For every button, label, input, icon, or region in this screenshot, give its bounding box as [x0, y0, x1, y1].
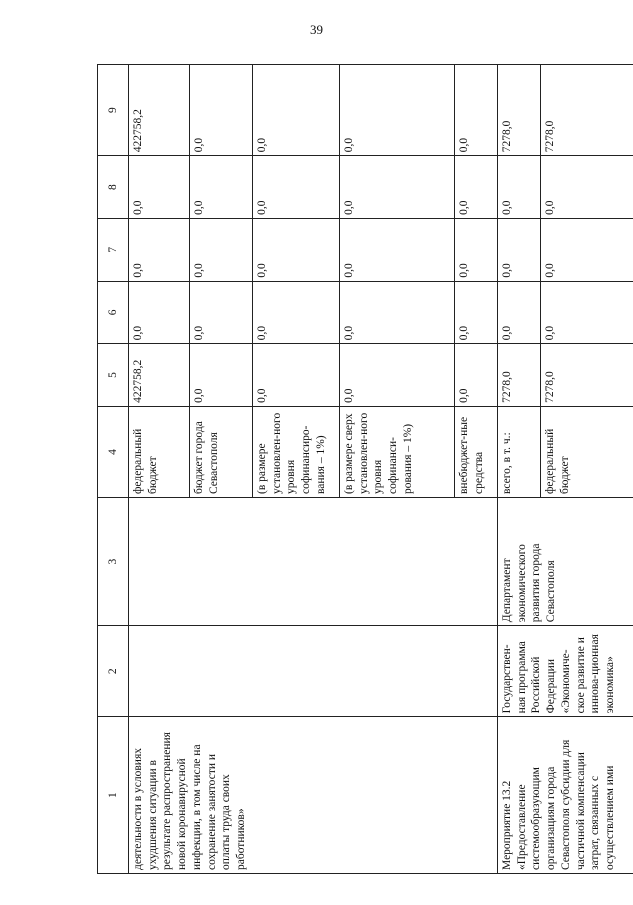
table-row	[129, 65, 190, 874]
header-cell: 4	[98, 406, 129, 497]
value-cell: 0,0	[455, 344, 498, 407]
header-cell: 1	[98, 717, 129, 874]
value-cell: 0,0	[455, 156, 498, 219]
funding-source-cell: (в размере установлен-ного уровня софинансиро-вания – 1%)	[253, 406, 340, 497]
rotated-table-container	[97, 64, 617, 874]
value-cell: 0,0	[498, 156, 541, 219]
table-row	[498, 65, 541, 874]
value-cell: 0,0	[455, 281, 498, 344]
header-row	[98, 65, 129, 874]
value-cell: 0,0	[340, 156, 455, 219]
funding-source-cell: бюджет города Севастополя	[190, 406, 253, 497]
funding-source-cell: федеральный бюджет	[541, 406, 633, 497]
value-cell: 0,0	[129, 218, 190, 281]
header-cell: 6	[98, 281, 129, 344]
funding-source-cell: всего, в т. ч.:	[498, 406, 541, 497]
value-cell: 0,0	[498, 281, 541, 344]
activity-description-cell: деятельности в условиях ухудшения ситуации в результате распространения новой коронавирусной инфекции, в том числе на сохранение занятости и оплаты труда своих работников»	[129, 717, 498, 874]
header-cell: 9	[98, 65, 129, 156]
value-cell: 0,0	[190, 281, 253, 344]
funding-source-cell: федеральный бюджет	[129, 406, 190, 497]
value-cell: 7278,0	[541, 344, 633, 407]
header-cell: 3	[98, 498, 129, 626]
value-cell: 0,0	[190, 344, 253, 407]
value-cell: 0,0	[340, 65, 455, 156]
page-number: 39	[310, 22, 323, 37]
value-cell: 0,0	[541, 156, 633, 219]
value-cell: 7278,0	[498, 65, 541, 156]
funding-source-cell: внебюджет-ные средства	[455, 406, 498, 497]
value-cell: 0,0	[340, 218, 455, 281]
value-cell: 0,0	[455, 218, 498, 281]
value-cell: 0,0	[190, 65, 253, 156]
value-cell: 0,0	[190, 156, 253, 219]
activity-description-cell: Мероприятие 13.2 «Предоставление системообразующим организациям города Севастополя субсидии для частичной компенсации затрат, связанных с осуществлением ими	[498, 717, 633, 874]
value-cell: 0,0	[340, 344, 455, 407]
header-cell: 5	[98, 344, 129, 407]
value-cell: 7278,0	[498, 344, 541, 407]
value-cell: 0,0	[498, 218, 541, 281]
value-cell: 0,0	[129, 281, 190, 344]
value-cell: 0,0	[253, 156, 340, 219]
value-cell: 0,0	[253, 218, 340, 281]
value-cell: 422758,2	[129, 65, 190, 156]
program-cell	[129, 626, 498, 717]
funding-source-cell: (в размере сверх установлен-ного уровня софинанси-рования – 1%)	[340, 406, 455, 497]
header-cell: 7	[98, 218, 129, 281]
value-cell: 422758,2	[129, 344, 190, 407]
value-cell: 0,0	[190, 218, 253, 281]
value-cell: 7278,0	[541, 65, 633, 156]
header-cell: 2	[98, 626, 129, 717]
value-cell: 0,0	[253, 65, 340, 156]
value-cell: 0,0	[129, 156, 190, 219]
executor-cell	[129, 498, 498, 626]
value-cell: 0,0	[541, 281, 633, 344]
executor-cell: Департамент экономического развития города Севастополя	[498, 498, 633, 626]
budget-table	[97, 64, 633, 874]
value-cell: 0,0	[541, 218, 633, 281]
value-cell: 0,0	[253, 344, 340, 407]
header-cell: 8	[98, 156, 129, 219]
value-cell: 0,0	[340, 281, 455, 344]
value-cell: 0,0	[455, 65, 498, 156]
value-cell: 0,0	[253, 281, 340, 344]
program-cell: Государствен-ная программа Российской Федерации «Экономиче-ское развитие и иннова-ционная экономика»	[498, 626, 633, 717]
